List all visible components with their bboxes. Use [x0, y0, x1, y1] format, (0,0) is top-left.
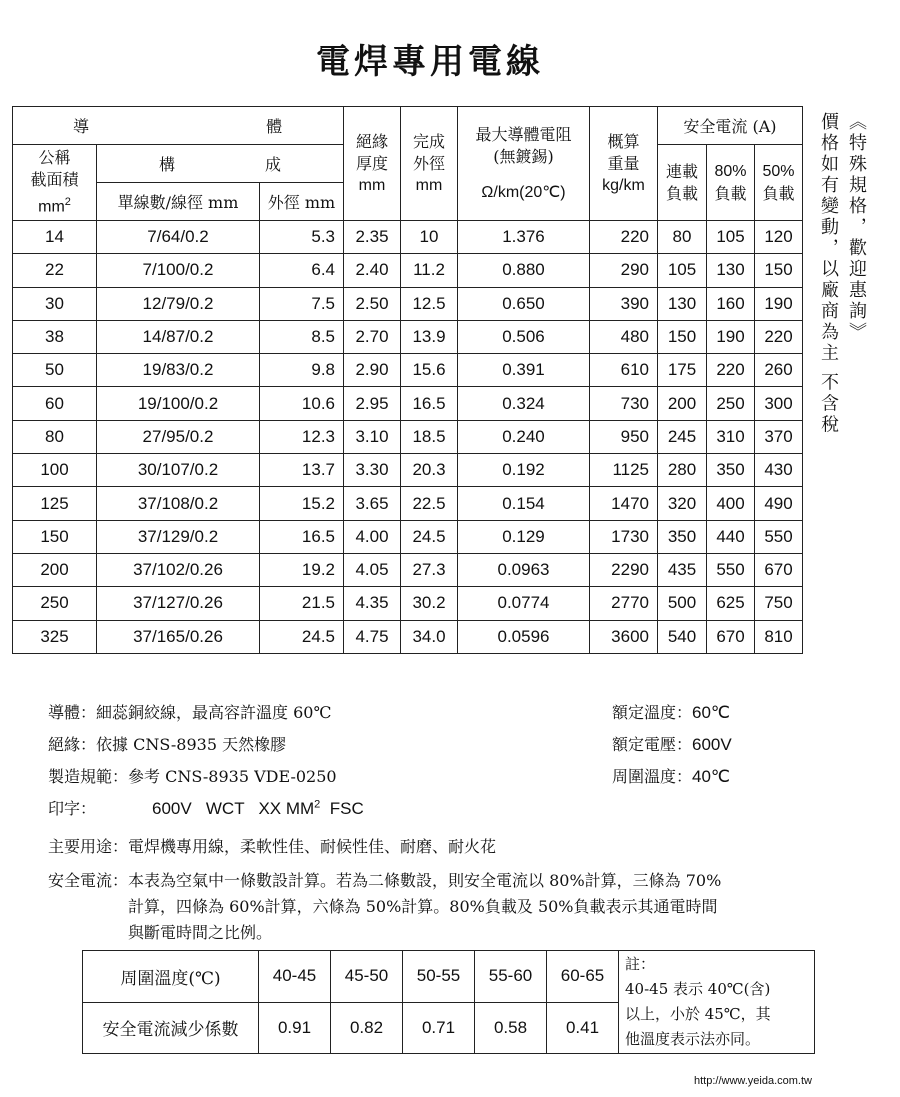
cell-area: 250 [13, 587, 97, 620]
cell-resistance: 0.129 [458, 520, 590, 553]
cell-weight: 2770 [590, 587, 658, 620]
cell-outer-diameter: 16.5 [260, 520, 344, 553]
header-finished-od: 完成 外徑 mm [401, 107, 458, 221]
cell-resistance: 1.376 [458, 221, 590, 254]
cell-continuous-load: 200 [658, 387, 707, 420]
cell-area: 80 [13, 420, 97, 453]
header-weight: 概算 重量 kg/km [590, 107, 658, 221]
note-rated-temp: 額定溫度：60℃ [612, 703, 731, 722]
table-row [13, 553, 803, 586]
table-row [13, 420, 803, 453]
cell-continuous-load: 500 [658, 587, 707, 620]
cell-continuous-load: 175 [658, 354, 707, 387]
cell-load-50: 190 [755, 287, 803, 320]
cell-weight: 1470 [590, 487, 658, 520]
cell-outer-diameter: 13.7 [260, 454, 344, 487]
table-row [13, 287, 803, 320]
cell-load-80: 625 [707, 587, 755, 620]
cell-area: 22 [13, 254, 97, 287]
reduction-factor-label: 安全電流減少係數 [83, 1002, 259, 1054]
cell-finished-od: 30.2 [401, 587, 458, 620]
cell-strands: 19/83/0.2 [97, 354, 260, 387]
cell-continuous-load: 80 [658, 221, 707, 254]
cell-resistance: 0.0596 [458, 620, 590, 653]
cell-strands: 37/127/0.26 [97, 587, 260, 620]
header-80-load: 80% 負載 [707, 145, 755, 221]
cell-resistance: 0.240 [458, 420, 590, 453]
cell-weight: 1730 [590, 520, 658, 553]
header-safe-current: 安全電流 (A) [658, 107, 803, 145]
note-standard: 製造規範：參考 CNS-8935 VDE-0250 [48, 767, 337, 786]
cell-weight: 390 [590, 287, 658, 320]
cell-continuous-load: 320 [658, 487, 707, 520]
table-row [13, 587, 803, 620]
range-cell: 50-55 [403, 951, 475, 1003]
cell-load-80: 190 [707, 320, 755, 353]
note-marking: 印字： 600V WCT XX $MM^2$ FSC [48, 798, 364, 818]
table-row [13, 221, 803, 254]
table-row [13, 254, 803, 287]
cell-weight: 1125 [590, 454, 658, 487]
cell-insulation: 3.30 [344, 454, 401, 487]
cell-insulation: 2.70 [344, 320, 401, 353]
cell-resistance: 0.0774 [458, 587, 590, 620]
cell-weight: 730 [590, 387, 658, 420]
note-ambient-temp: 周圍溫度：40℃ [612, 767, 731, 786]
cell-insulation: 2.90 [344, 354, 401, 387]
cell-strands: 30/107/0.2 [97, 454, 260, 487]
cell-weight: 220 [590, 221, 658, 254]
note-insulation: 絕緣：依據 CNS-8935 天然橡膠 [48, 735, 287, 754]
cell-load-80: 670 [707, 620, 755, 653]
cell-insulation: 4.35 [344, 587, 401, 620]
cell-load-80: 400 [707, 487, 755, 520]
note-usage: 主要用途：電焊機專用線，柔軟性佳、耐候性佳、耐磨、耐火花 [48, 837, 497, 856]
cell-strands: 14/87/0.2 [97, 320, 260, 353]
cell-load-50: 430 [755, 454, 803, 487]
cell-finished-od: 15.6 [401, 354, 458, 387]
cell-continuous-load: 280 [658, 454, 707, 487]
cell-finished-od: 12.5 [401, 287, 458, 320]
cell-outer-diameter: 8.5 [260, 320, 344, 353]
factor-cell: 0.41 [547, 1002, 619, 1054]
cell-resistance: 0.506 [458, 320, 590, 353]
cell-resistance: 0.324 [458, 387, 590, 420]
cell-load-50: 370 [755, 420, 803, 453]
range-cell: 55-60 [475, 951, 547, 1003]
cell-continuous-load: 245 [658, 420, 707, 453]
cell-insulation: 2.40 [344, 254, 401, 287]
header-50-load: 50% 負載 [755, 145, 803, 221]
header-resistance: 最大導體電阻 (無鍍錫) Ω/km(20℃) [458, 107, 590, 221]
header-insulation: 絕緣 厚度 mm [344, 107, 401, 221]
table-row [13, 487, 803, 520]
cell-load-80: 350 [707, 454, 755, 487]
table-row [13, 454, 803, 487]
header-continuous-load: 連載 負載 [658, 145, 707, 221]
cell-outer-diameter: 19.2 [260, 553, 344, 586]
cell-strands: 7/64/0.2 [97, 221, 260, 254]
cell-finished-od: 11.2 [401, 254, 458, 287]
cell-continuous-load: 540 [658, 620, 707, 653]
header-outer-diameter: 外徑 mm [260, 183, 344, 221]
cell-outer-diameter: 24.5 [260, 620, 344, 653]
reduction-table [82, 950, 815, 1054]
cell-insulation: 4.75 [344, 620, 401, 653]
range-cell: 60-65 [547, 951, 619, 1003]
range-cell: 45-50 [331, 951, 403, 1003]
cell-outer-diameter: 5.3 [260, 221, 344, 254]
table-row [13, 620, 803, 653]
cell-load-50: 750 [755, 587, 803, 620]
cell-strands: 7/100/0.2 [97, 254, 260, 287]
cell-area: 14 [13, 221, 97, 254]
cell-finished-od: 34.0 [401, 620, 458, 653]
cell-area: 38 [13, 320, 97, 353]
header-composition: 構 成 [97, 145, 344, 183]
cell-resistance: 0.391 [458, 354, 590, 387]
header-conductor: 導 體 [13, 107, 344, 145]
side-note-special: 《特殊規格，歡迎惠詢》 [846, 112, 867, 343]
cell-continuous-load: 150 [658, 320, 707, 353]
cell-strands: 37/102/0.26 [97, 553, 260, 586]
cell-area: 30 [13, 287, 97, 320]
cell-weight: 3600 [590, 620, 658, 653]
reduction-note: 註： 40-45 表示 40℃(含) 以上，小於 45℃，其 他溫度表示法亦同。 [619, 951, 815, 1054]
cell-area: 325 [13, 620, 97, 653]
cell-insulation: 4.05 [344, 553, 401, 586]
cell-load-50: 220 [755, 320, 803, 353]
cell-load-50: 120 [755, 221, 803, 254]
cell-resistance: 0.0963 [458, 553, 590, 586]
cell-finished-od: 18.5 [401, 420, 458, 453]
cell-continuous-load: 350 [658, 520, 707, 553]
table-row [13, 520, 803, 553]
cell-finished-od: 20.3 [401, 454, 458, 487]
header-strands: 單線數/線徑 mm [97, 183, 260, 221]
cell-strands: 12/79/0.2 [97, 287, 260, 320]
range-cell: 40-45 [259, 951, 331, 1003]
cell-outer-diameter: 12.3 [260, 420, 344, 453]
cell-load-80: 130 [707, 254, 755, 287]
cell-strands: 37/108/0.2 [97, 487, 260, 520]
cell-area: 200 [13, 553, 97, 586]
cell-load-50: 490 [755, 487, 803, 520]
reduction-temp-label: 周圍溫度(℃) [83, 951, 259, 1003]
cell-outer-diameter: 6.4 [260, 254, 344, 287]
cell-load-50: 300 [755, 387, 803, 420]
cell-weight: 950 [590, 420, 658, 453]
spec-table-body [13, 221, 803, 654]
cell-insulation: 2.35 [344, 221, 401, 254]
cell-load-50: 810 [755, 620, 803, 653]
note-rated-voltage: 額定電壓：600V [612, 735, 732, 754]
cell-weight: 610 [590, 354, 658, 387]
note-conductor: 導體：細蕊銅絞線，最高容許溫度 60℃ [48, 703, 332, 722]
cell-load-50: 150 [755, 254, 803, 287]
cell-continuous-load: 435 [658, 553, 707, 586]
cell-finished-od: 27.3 [401, 553, 458, 586]
factor-cell: 0.58 [475, 1002, 547, 1054]
cell-load-80: 250 [707, 387, 755, 420]
cell-insulation: 3.65 [344, 487, 401, 520]
cell-resistance: 0.154 [458, 487, 590, 520]
cell-continuous-load: 105 [658, 254, 707, 287]
factor-cell: 0.82 [331, 1002, 403, 1054]
table-row [13, 387, 803, 420]
cell-load-80: 310 [707, 420, 755, 453]
page-title: 電焊專用電線 [316, 42, 544, 82]
cell-load-80: 440 [707, 520, 755, 553]
cell-continuous-load: 130 [658, 287, 707, 320]
cell-strands: 37/129/0.2 [97, 520, 260, 553]
cell-strands: 37/165/0.26 [97, 620, 260, 653]
cell-load-80: 160 [707, 287, 755, 320]
cell-area: 150 [13, 520, 97, 553]
cell-outer-diameter: 10.6 [260, 387, 344, 420]
cell-area: 50 [13, 354, 97, 387]
cell-finished-od: 13.9 [401, 320, 458, 353]
cell-strands: 27/95/0.2 [97, 420, 260, 453]
cell-load-80: 220 [707, 354, 755, 387]
cell-outer-diameter: 9.8 [260, 354, 344, 387]
cell-outer-diameter: 7.5 [260, 287, 344, 320]
cell-area: 125 [13, 487, 97, 520]
cell-finished-od: 22.5 [401, 487, 458, 520]
spec-table [12, 106, 803, 654]
cell-load-80: 550 [707, 553, 755, 586]
cell-insulation: 2.50 [344, 287, 401, 320]
cell-resistance: 0.192 [458, 454, 590, 487]
cell-outer-diameter: 21.5 [260, 587, 344, 620]
cell-load-80: 105 [707, 221, 755, 254]
cell-insulation: 3.10 [344, 420, 401, 453]
cell-finished-od: 10 [401, 221, 458, 254]
cell-area: 100 [13, 454, 97, 487]
cell-load-50: 550 [755, 520, 803, 553]
cell-insulation: 2.95 [344, 387, 401, 420]
factor-cell: 0.91 [259, 1002, 331, 1054]
cell-resistance: 0.880 [458, 254, 590, 287]
cell-load-50: 670 [755, 553, 803, 586]
side-note-price: 價格如有變動，以廠商為主 不含稅 [818, 112, 839, 436]
cell-weight: 2290 [590, 553, 658, 586]
website-url: http://www.yeida.com.tw [694, 1075, 812, 1087]
table-row [13, 354, 803, 387]
cell-weight: 290 [590, 254, 658, 287]
note-safe-current: 安全電流：本表為空氣中一條數設計算。若為二條數設，則安全電流以 80%計算，三條為 70% 計算，四條為 60%計算，六條為 50%計算。80%負載及 50%負載表示其通電時間 與斷電時間之比例。 [48, 871, 722, 942]
cell-load-50: 260 [755, 354, 803, 387]
cell-finished-od: 16.5 [401, 387, 458, 420]
cell-insulation: 4.00 [344, 520, 401, 553]
cell-weight: 480 [590, 320, 658, 353]
cell-outer-diameter: 15.2 [260, 487, 344, 520]
cell-finished-od: 24.5 [401, 520, 458, 553]
cell-strands: 19/100/0.2 [97, 387, 260, 420]
table-row [13, 320, 803, 353]
factor-cell: 0.71 [403, 1002, 475, 1054]
cell-area: 60 [13, 387, 97, 420]
cell-resistance: 0.650 [458, 287, 590, 320]
header-nominal-area: 公稱 截面積 $mm^2$ [13, 145, 97, 221]
